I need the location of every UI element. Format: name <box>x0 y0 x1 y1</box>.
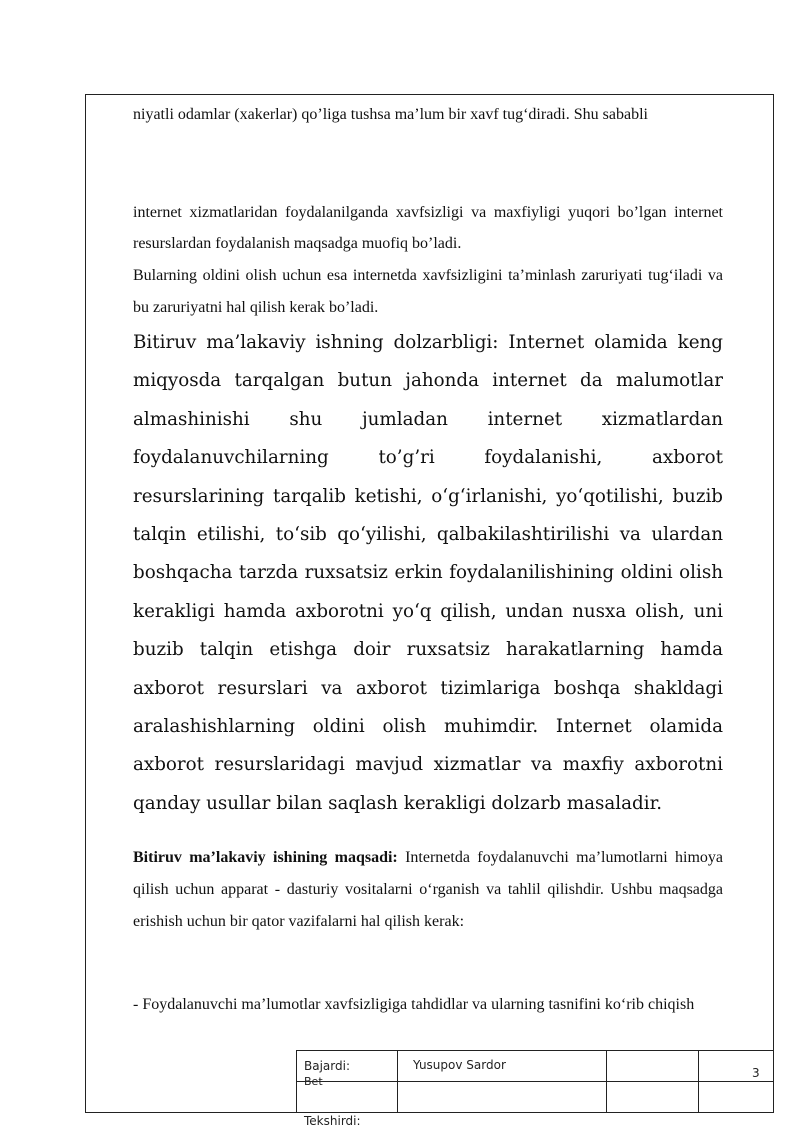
footer-divider <box>698 1050 699 1113</box>
bajardi-name: Yusupov Sardor <box>413 1058 506 1072</box>
paragraph-goal <box>133 842 723 938</box>
paragraph-relevance: Bitiruv ma’lakaviy ishning dolzarbligi: Internet olamida keng miqyosda tarqalgan butun jahonda internet da malumotlar almashinishi shu jumladan internet xizmatlardan foydalanuvchilarning to’g’ri foydalanishi, axborot resurslarining tarqalib ketishi, o‘g‘irlanishi, yo‘qotilishi, buzib talqin etilishi, to‘sib qo‘yilishi, qalbakilashtirilishi va ulardan boshqacha tarzda ruxsatsiz erkin foydalanilishining oldini olish kerakligi hamda axborotni yo‘q qilish, undan nusxa olish, uni buzib talqin etishga doir ruxsatsiz harakatlarning hamda axborot resurslari va axborot tizimlariga boshqa shakldagi aralashishlarning oldini olish muhimdir. Internet olamida axborot resurslaridagi mavjud xizmatlar va maxfiy axborotni qanday usullar bilan saqlash kerakligi dolzarb masaladir. <box>133 332 723 814</box>
footer-divider <box>296 1050 297 1113</box>
tekshirdi-label: Tekshirdi: <box>304 1114 361 1128</box>
paragraph-1: niyatli odamlar (xakerlar) qo’liga tushsa ma’lum bir xavf tug‘diradi. Shu sababli <box>133 106 648 123</box>
page-number: 3 <box>752 1066 760 1080</box>
footer-divider <box>397 1050 398 1113</box>
bet-label: Bet <box>304 1075 323 1088</box>
bajardi-label: Bajardi: <box>304 1059 350 1073</box>
paragraph-3: Bularning oldini olish uchun esa internetda xavfsizligini ta’minlash zaruriyati tug‘iladi va bu zaruriyatni hal qilish kerak bo’ladi. <box>133 267 723 316</box>
goal-heading: Bitiruv ma’lakaviy ishining maqsadi: <box>133 849 398 866</box>
paragraph-2: internet xizmatlaridan foydalanilganda xavfsizligi va maxfiyligi yuqori bo’lgan internet resurslardan foydalanish maqsadga muofiq bo’ladi. <box>133 204 723 252</box>
footer-mid-line <box>296 1081 774 1082</box>
footer-divider <box>606 1050 607 1113</box>
paragraph-task-1: - Foydalanuvchi ma’lumotlar xavfsizligiga tahdidlar va ularning tasnifini ko‘rib chiqish <box>133 996 695 1013</box>
footer-top-line <box>296 1050 774 1051</box>
goal-text: Internetda foydalanuvchi ma’lumotlarni himoya qilish uchun apparat - dasturiy vositalarni o‘rganish va tahlil qilishdir. Ushbu maqsadga erishish uchun bir qator vazifalarni hal qilish kerak: <box>133 849 724 930</box>
